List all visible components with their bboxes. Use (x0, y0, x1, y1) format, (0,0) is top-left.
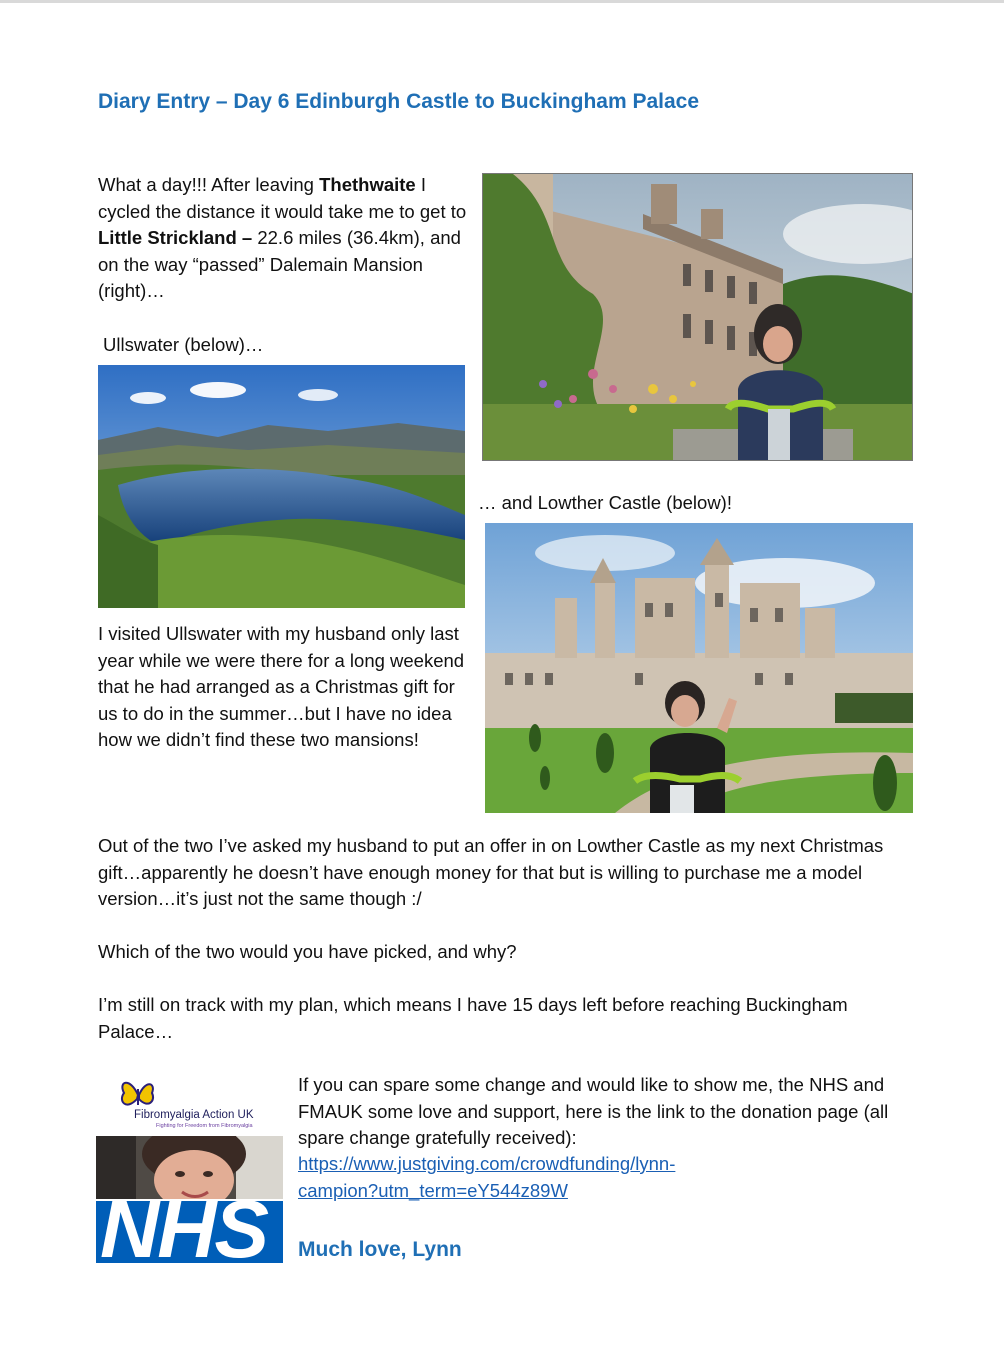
signoff: Much love, Lynn (298, 1238, 462, 1261)
fmauk-name: Fibromyalgia Action UK (134, 1109, 254, 1121)
dalemain-mansion-photo (482, 173, 913, 461)
donation-link-line-1[interactable]: https://www.justgiving.com/crowdfunding/lynn- (298, 1153, 676, 1174)
nhs-logo-text: NHS (100, 1201, 268, 1263)
intro-bold-little-strickland: Little Strickland – (98, 227, 253, 248)
lowther-caption: … and Lowther Castle (below)! (478, 492, 732, 513)
page-top-border (0, 0, 1004, 3)
intro-paragraph (98, 172, 468, 305)
fmauk-logo (118, 1075, 263, 1133)
ullswater-photo (98, 365, 465, 608)
fmauk-tagline: Fighting for Freedom from Fibromyalgia (156, 1123, 253, 1129)
selfie-photo (96, 1136, 283, 1199)
donation-link-line-2[interactable]: campion?utm_term=eY544z89W (298, 1180, 568, 1201)
donation-paragraph: If you can spare some change and would like to show me, the NHS and FMAUK some love and support, here is the link to the donation page (all spare change gratefully received): (298, 1074, 889, 1148)
intro-text-2: I cycled the distance it would take me to get to (98, 174, 467, 222)
lowther-castle-photo (485, 523, 913, 813)
nhs-logo (96, 1201, 283, 1263)
visit-paragraph: I visited Ullswater with my husband only last year while we were there for a long weekend that he had arranged as a Christmas gift for us to do in the summer…but I have no idea how we didn’t find these two mansions! (98, 623, 465, 750)
question-paragraph: Which of the two would you have picked, and why? (98, 941, 517, 962)
offer-paragraph: Out of the two I’ve asked my husband to put an offer in on Lowther Castle as my next Christmas gift…apparently he doesn’t have enough money for that but is willing to purchase me a model version…it’s just not the same though :/ (98, 835, 884, 909)
intro-text-3: 22.6 miles (36.4km), and on the way “passed” Dalemain Mansion (right)… (98, 227, 461, 301)
track-paragraph: I’m still on track with my plan, which means I have 15 days left before reaching Buckingham Palace… (98, 994, 848, 1042)
intro-bold-thethwaite: Thethwaite (319, 174, 416, 195)
ullswater-caption: Ullswater (below)… (103, 334, 264, 355)
intro-text-1: What a day!!! After leaving (98, 174, 320, 195)
page-title: Diary Entry – Day 6 Edinburgh Castle to Buckingham Palace (98, 90, 700, 113)
